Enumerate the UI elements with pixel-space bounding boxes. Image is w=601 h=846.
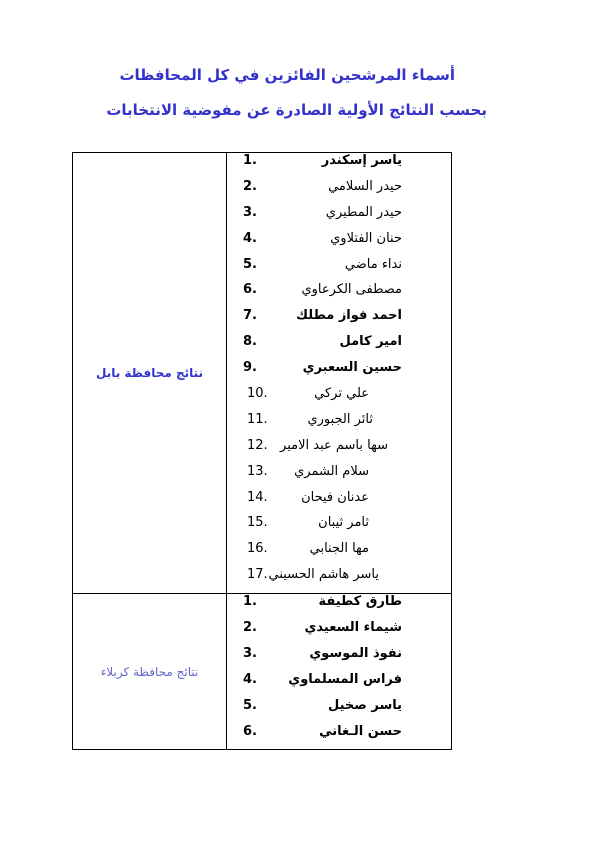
item-number: 10. <box>247 386 268 402</box>
item-number: 4. <box>243 671 257 687</box>
list-item <box>227 515 451 541</box>
list-item <box>227 153 451 179</box>
list-item <box>227 724 451 750</box>
candidate-name: نداء ماضي <box>344 256 402 272</box>
candidate-name: ثامر ثيبان <box>318 515 369 531</box>
item-number: 12. <box>247 437 268 453</box>
candidate-name: مها الجنابي <box>309 541 369 557</box>
item-number: 16. <box>247 541 268 557</box>
candidate-name: حيدر السلامي <box>328 178 402 194</box>
item-number: 13. <box>247 463 268 479</box>
item-number: 6. <box>243 282 257 298</box>
list-item <box>227 620 451 646</box>
results-table <box>72 152 452 750</box>
governorate-label-karbala: نتائج محافظة كربلاء <box>73 594 227 750</box>
item-number: 5. <box>243 697 257 713</box>
candidate-name: حنان الفتلاوي <box>330 230 402 246</box>
list-item <box>227 412 451 438</box>
list-item <box>227 438 451 464</box>
item-number: 1. <box>243 153 257 168</box>
candidate-name: ياسر إسكندر <box>321 153 402 168</box>
candidate-name: امير كامل <box>339 334 402 350</box>
list-item <box>227 541 451 567</box>
list-item <box>227 257 451 283</box>
list-item <box>227 308 451 334</box>
list-item <box>227 282 451 308</box>
section-row-babil <box>73 153 452 594</box>
item-number: 8. <box>243 334 257 350</box>
governorate-label-babil: نتائج محافظة بابل <box>73 153 227 594</box>
list-item <box>227 334 451 360</box>
item-number: 11. <box>247 411 268 427</box>
list-item <box>227 698 451 724</box>
candidate-list-karbala <box>227 594 451 749</box>
candidate-list-cell <box>227 153 452 594</box>
item-number: 2. <box>243 620 257 636</box>
item-number: 3. <box>243 645 257 661</box>
item-number: 3. <box>243 204 257 220</box>
candidate-list-cell <box>227 594 452 750</box>
list-item <box>227 179 451 205</box>
document-subtitle: بحسب النتائج الأولية الصادرة عن مفوضية الانتخابات <box>106 101 487 119</box>
candidate-name: حسين السعبري <box>302 360 402 376</box>
list-item <box>227 567 451 593</box>
candidate-name: طارق كطيفة <box>318 594 402 610</box>
candidate-name: ياسر هاشم الحسيني <box>268 567 379 583</box>
candidate-name: مصطفى الكرعاوي <box>301 282 402 298</box>
candidate-name: ثائر الجبوري <box>307 411 373 427</box>
candidate-name: فراس المسلماوي <box>288 671 402 687</box>
section-row-karbala <box>73 594 452 750</box>
candidate-name: عدنان فيحان <box>301 489 369 505</box>
item-number: 17. <box>247 567 268 583</box>
candidate-list-babil <box>227 153 451 593</box>
candidate-name: حسن الـغاني <box>319 723 402 739</box>
list-item <box>227 672 451 698</box>
candidate-name: علي تركي <box>314 386 369 402</box>
candidate-name: سلام الشمري <box>294 463 369 479</box>
item-number: 14. <box>247 489 268 505</box>
candidate-name: ياسر صخيل <box>327 697 402 713</box>
candidate-name: سها باسم عبد الامير <box>280 437 388 453</box>
item-number: 2. <box>243 178 257 194</box>
candidate-name: حيدر المطيري <box>325 204 402 220</box>
list-item <box>227 646 451 672</box>
item-number: 9. <box>243 360 257 376</box>
item-number: 6. <box>243 723 257 739</box>
list-item <box>227 231 451 257</box>
list-item <box>227 464 451 490</box>
candidate-name: نفوذ الموسوي <box>309 645 402 661</box>
list-item <box>227 386 451 412</box>
candidate-name: احمد فواز مطلك <box>296 308 402 324</box>
item-number: 4. <box>243 230 257 246</box>
list-item <box>227 490 451 516</box>
list-item <box>227 360 451 386</box>
candidate-name: شيماء السعيدي <box>304 620 402 636</box>
document-title: أسماء المرشحين الفائزين في كل المحافظات <box>119 66 455 84</box>
list-item <box>227 594 451 620</box>
item-number: 7. <box>243 308 257 324</box>
list-item <box>227 205 451 231</box>
item-number: 5. <box>243 256 257 272</box>
item-number: 1. <box>243 594 257 610</box>
item-number: 15. <box>247 515 268 531</box>
